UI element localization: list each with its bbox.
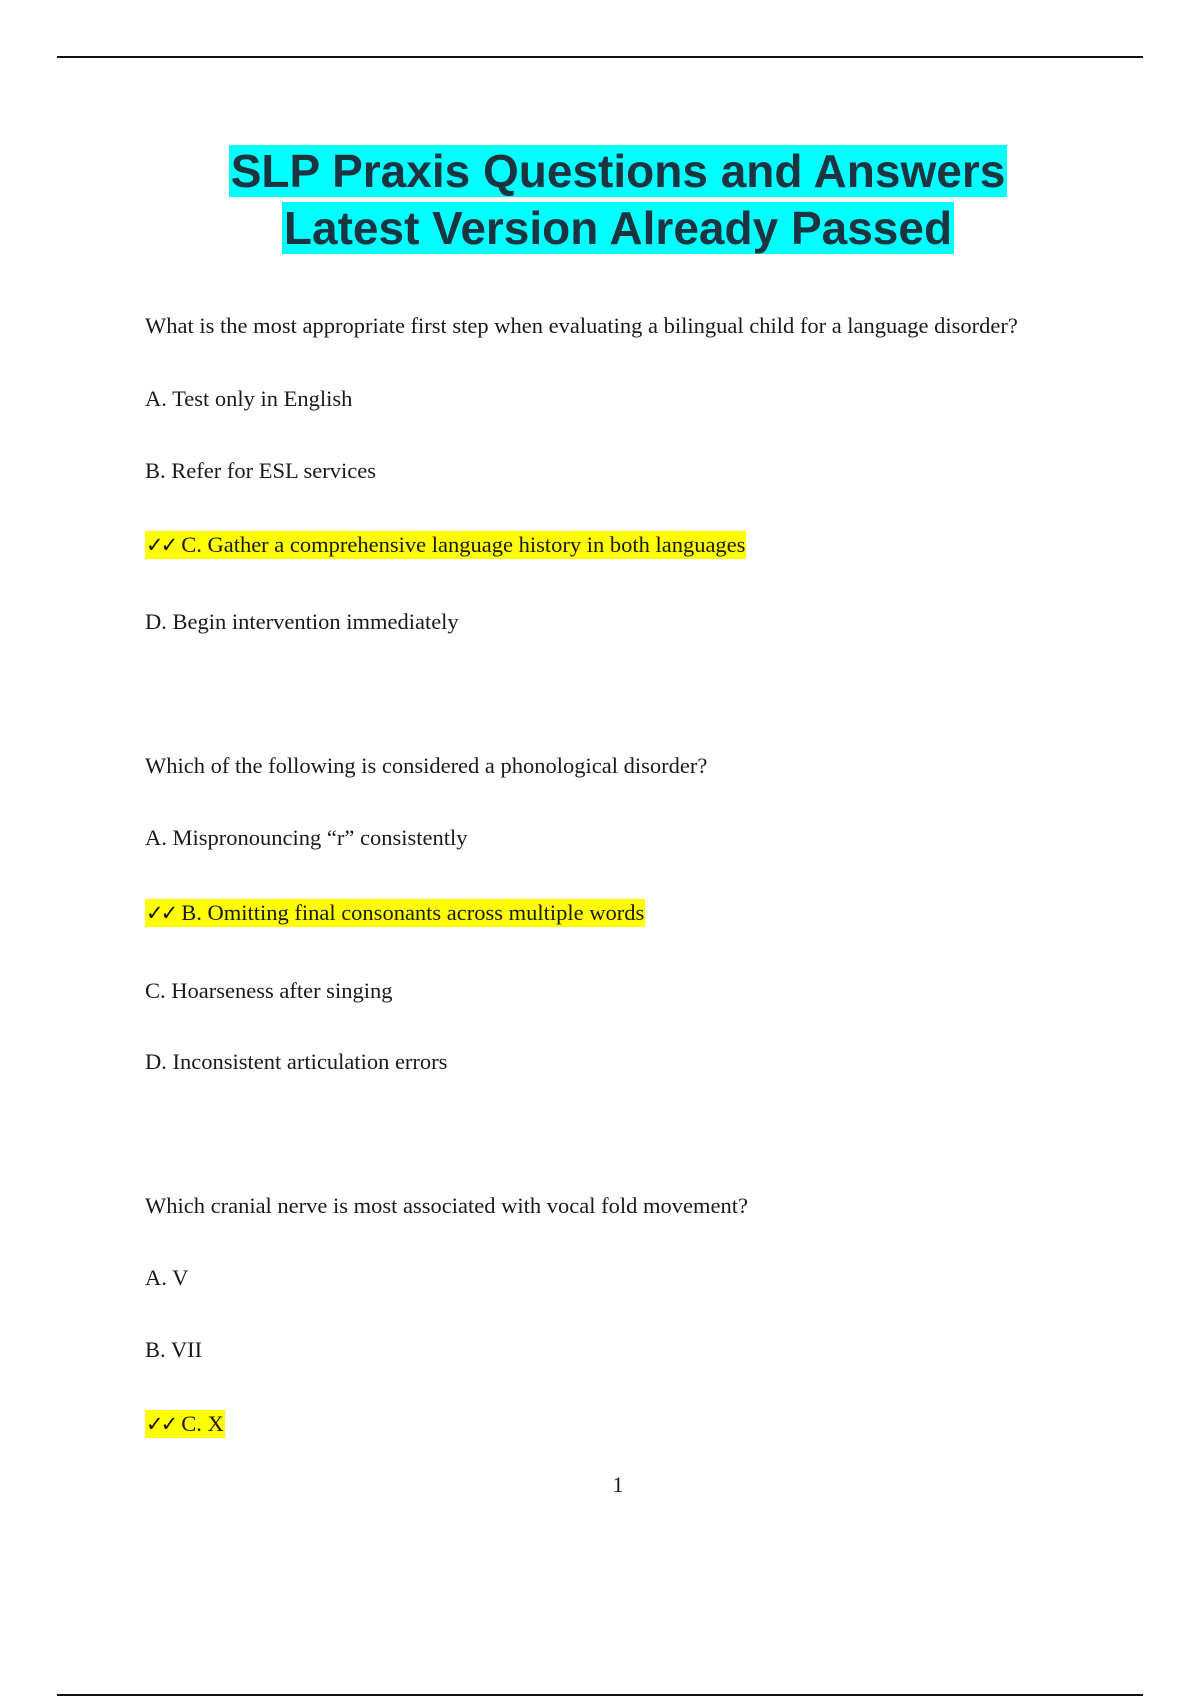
- answer-highlight: [145, 531, 746, 559]
- double-check-icon: ✓✓: [146, 901, 176, 925]
- answer-option: D. Begin intervention immediately: [145, 609, 459, 634]
- answer-option: B. VII: [145, 1337, 203, 1362]
- double-check-icon: ✓✓: [146, 1412, 176, 1436]
- page-number: 1: [612, 1472, 624, 1497]
- top-rule: [57, 56, 1143, 58]
- correct-answer-option: [145, 530, 746, 560]
- answer-option: B. Refer for ESL services: [145, 458, 376, 483]
- question-text: Which cranial nerve is most associated with vocal fold movement?: [145, 1193, 748, 1218]
- document-title: [0, 143, 1200, 257]
- title-line-1: SLP Praxis Questions and Answers: [230, 145, 1006, 197]
- title-line-2: Latest Version Already Passed: [283, 202, 953, 254]
- answer-highlight: [145, 899, 645, 927]
- answer-option: D. Inconsistent articulation errors: [145, 1049, 448, 1074]
- answer-text: C. Gather a comprehensive language history in both languages: [181, 532, 746, 557]
- correct-answer-option: [145, 898, 645, 928]
- question-text: Which of the following is considered a phonological disorder?: [145, 753, 708, 778]
- double-check-icon: ✓✓: [146, 533, 176, 557]
- answer-highlight: [145, 1410, 225, 1438]
- bottom-rule: [57, 1694, 1143, 1696]
- answer-option: A. Test only in English: [145, 386, 353, 411]
- answer-text: C. X: [181, 1411, 224, 1436]
- answer-option: C. Hoarseness after singing: [145, 978, 393, 1003]
- answer-option: A. Mispronouncing “r” consistently: [145, 825, 468, 850]
- question-text: What is the most appropriate first step when evaluating a bilingual child for a language disorder?: [145, 313, 1018, 338]
- correct-answer-option: [145, 1409, 225, 1439]
- answer-option: A. V: [145, 1265, 189, 1290]
- answer-text: B. Omitting final consonants across multiple words: [181, 900, 645, 925]
